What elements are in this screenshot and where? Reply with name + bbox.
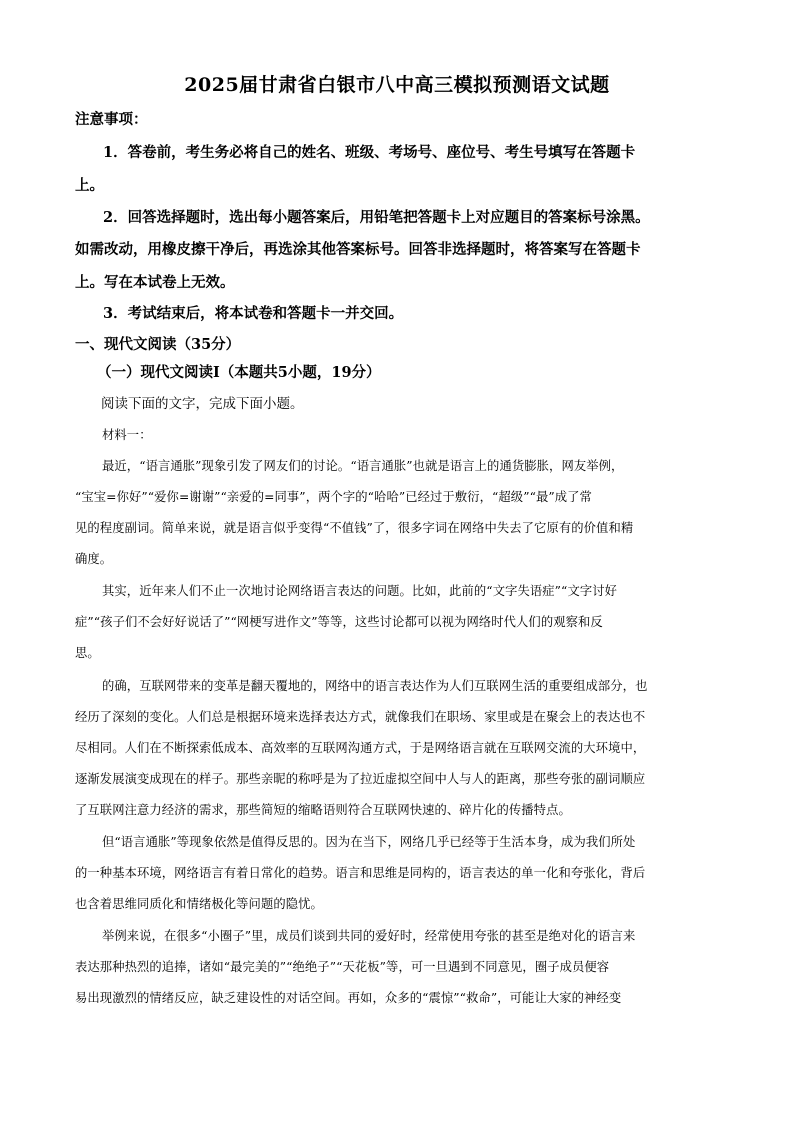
passage-line: 举例来说，在很多“小圈子”里，成员们谈到共同的爱好时，经常使用夸张的甚至是绝对化的语言来 [102, 929, 636, 943]
page-title: 2025届甘肃省白银市八中高三模拟预测语文试题 [184, 74, 610, 96]
material-label: 材料一： [102, 428, 152, 442]
passage-line: 见的程度副词。简单来说，就是语言似乎变得“不值钱”了，很多字词在网络中失去了它原有的价值和精 [75, 521, 634, 535]
notice-item-2-line-1: 2．回答选择题时，选出每小题答案后，用铅笔把答题卡上对应题目的答案标号涂黑。 [103, 209, 650, 226]
passage-line: 思。 [75, 646, 100, 660]
notice-item-2-line-2: 如需改动，用橡皮擦干净后，再选涂其他答案标号。回答非选择题时，将答案写在答题卡 [75, 241, 641, 258]
passage-line: 的一种基本环境，网络语言有着日常化的趋势。语言和思维是同构的，语言表达的单一化和夸张化，背后 [75, 866, 646, 880]
passage-line: 最近，“语言通胀”现象引发了网友们的讨论。“语言通胀”也就是语言上的通货膨胀，网友举例， [102, 459, 624, 473]
notice-item-1-line-2: 上。 [75, 177, 104, 194]
passage-line: 确度。 [75, 552, 113, 566]
passage-line: 表达那种热烈的追捧，诸如“最完美的”“绝绝子”“天花板”等，可一旦遇到不同意见，圈子成员便容 [75, 960, 610, 974]
notice-item-3-line-1: 3．考试结束后，将本试卷和答题卡一并交回。 [103, 305, 404, 322]
passage-line: 了互联网注意力经济的需求，那些简短的缩略语则符合互联网快速的、碎片化的传播特点。 [75, 803, 571, 817]
section-subheading: （一）现代文阅读Ⅰ（本题共5小题，19分） [97, 364, 381, 381]
notice-item-1-line-1: 1．答卷前，考生务必将自己的姓名、班级、考场号、座位号、考生号填写在答题卡 [103, 144, 636, 161]
passage-line: “宝宝=你好”“爱你=谢谢”“亲爱的=同事”，两个字的“哈哈”已经过于敷衍，“超级”“最”成了常 [75, 490, 592, 504]
passage-line: 经历了深刻的变化。人们总是根据环境来选择表达方式，就像我们在职场、家里或是在聚会上的表达也不 [75, 710, 646, 724]
passage-line: 症”“孩子们不会好好说话了”“网梗写进作文”等等，这些讨论都可以视为网络时代人们的观察和反 [75, 615, 603, 629]
passage-line: 易出现激烈的情绪反应，缺乏建设性的对话空间。再如，众多的“震惊”“救命”，可能让大家的神经变 [75, 991, 622, 1005]
passage-line: 但“语言通胀”等现象依然是值得反思的。因为在当下，网络几乎已经等于生活本身，成为我们所处 [102, 835, 636, 849]
passage-line: 逐渐发展演变成现在的样子。那些亲昵的称呼是为了拉近虚拟空间中人与人的距离，那些夸张的副词顺应 [75, 772, 646, 786]
passage-line: 的确，互联网带来的变革是翻天覆地的，网络中的语言表达作为人们互联网生活的重要组成部分，也 [102, 679, 648, 693]
notice-item-2-line-3: 上。写在本试卷上无效。 [75, 274, 235, 291]
passage-line: 尽相同。人们在不断探索低成本、高效率的互联网沟通方式，于是网络语言就在互联网交流的大环境中， [75, 741, 646, 755]
passage-line: 也含着思维同质化和情绪极化等问题的隐忧。 [75, 897, 323, 911]
notice-heading: 注意事项： [75, 111, 148, 128]
section-heading: 一、现代文阅读（35分） [75, 336, 241, 353]
reading-instruction: 阅读下面的文字，完成下面小题。 [101, 396, 304, 412]
passage-line: 其实，近年来人们不止一次地讨论网络语言表达的问题。比如，此前的“文字失语症”“文字讨好 [102, 584, 618, 598]
